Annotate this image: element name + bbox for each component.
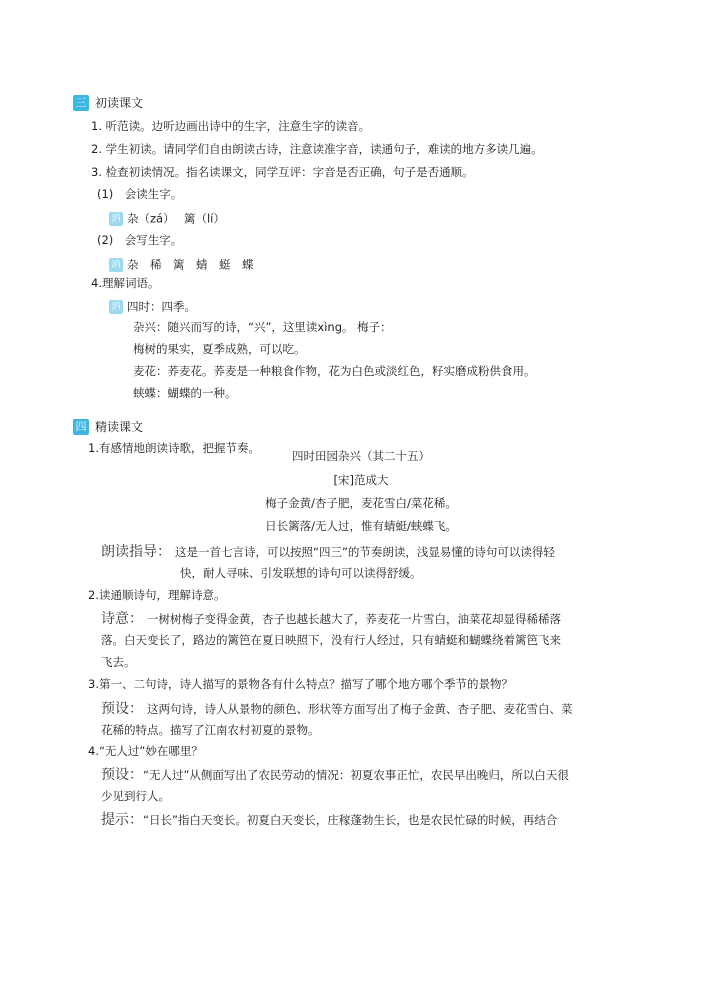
poem-line-2: 日长篱落/无人过，惟有蜻蜓/蛱蝶飞。: [265, 519, 457, 533]
meaning-label: 诗意：: [101, 611, 143, 627]
preset-2-line-1: [101, 768, 569, 782]
vocab-jiadie: 蛱蝶：蝴蝶的一种。: [133, 386, 237, 400]
preset-1-line-1: [101, 702, 573, 716]
sub-step-1: (1) 会读生字。: [97, 187, 183, 201]
sub-step-2: (2) 会写生字。: [97, 233, 183, 247]
meaning-line-2: 落。白天变长了，路边的篱笆在夏日映照下，没有行人经过，只有蜻蜓和蝴蝶绕着篱笆飞来: [101, 633, 561, 647]
step-1: 1. 听范读。边听边画出诗中的生字，注意生字的读音。: [91, 119, 371, 133]
section-title: 初读课文: [95, 96, 144, 110]
study-tag-icon: 汭: [109, 212, 123, 226]
vocab-zaxing: 杂兴：随兴而写的诗，“兴”，这里读xìng。 梅子：: [133, 320, 392, 334]
step-3: 3. 检查初读情况。指名读课文，同学互评：字音是否正确，句子是否通顺。: [91, 165, 474, 179]
preset-label: 预设：: [101, 767, 143, 783]
char-write-row: [109, 258, 254, 272]
preset-2-line-2: 少见到行人。: [101, 789, 170, 803]
char-read-row: [109, 212, 225, 226]
reading-guide-label: 朗读指导：: [101, 544, 171, 560]
meaning-text: 一树树梅子变得金黄，杏子也越长越大了，荞麦花一片雪白，油菜花却显得稀稀落: [147, 612, 561, 626]
meaning-line-3: 飞去。: [101, 655, 136, 669]
step-1: 1.有感情地朗读诗歌，把握节奏。: [88, 441, 260, 455]
meaning-line-1: [101, 612, 561, 626]
step-2: 2. 学生初读。请同学们自由朗读古诗，注意读准字音，读通句子，难读的地方多读几遍。: [91, 142, 543, 156]
step-2: 2.读通顺诗句，理解诗意。: [88, 588, 226, 602]
vocab-sishi: 四时：四季。: [127, 299, 196, 314]
section-3-header: [73, 95, 143, 111]
preset-text: “无人过”从侧面写出了农民劳动的情况：初夏农事正忙，农民早出晚归，所以白天很: [143, 768, 569, 782]
write-chars: 杂 稀 篱 蜻 蜓 蝶: [127, 257, 254, 272]
hint-line-1: [101, 813, 557, 827]
preset-text: 这两句诗，诗人从景物的颜色、形状等方面写出了梅子金黄、杏子肥、麦花雪白、菜: [147, 702, 573, 716]
preset-1-line-2: 花稀的特点。描写了江南农村初夏的景物。: [101, 723, 320, 737]
read-chars: 杂（zá） 篱（lí）: [127, 211, 225, 226]
reading-guide-line-1: [101, 545, 555, 559]
section-number-badge: 三: [73, 95, 89, 111]
hint-text: “日长”指白天变长。初夏白天变长，庄稼蓬勃生长，也是农民忙碌的时候，再结合: [143, 813, 558, 827]
vocab-row-1: [109, 300, 196, 314]
step-3: 3.第一、二句诗，诗人描写的景物各有什么特点？描写了哪个地方哪个季节的景物？: [88, 677, 513, 691]
preset-label: 预设：: [101, 701, 143, 717]
section-4-header: [73, 419, 143, 435]
step-4: 4.“无人过”妙在哪里？: [88, 744, 203, 758]
vocab-meizi: 梅树的果实，夏季成熟，可以吃。: [133, 342, 306, 356]
section-title: 精读课文: [95, 420, 144, 434]
section-number-badge: 四: [73, 419, 89, 435]
poem-author: [宋]范成大: [333, 473, 389, 487]
study-tag-icon: 汭: [109, 300, 123, 314]
study-tag-icon: 汭: [109, 258, 123, 272]
reading-guide-text: 这是一首七言诗，可以按照“四三”的节奏朗读，浅显易懂的诗句可以读得轻: [175, 545, 555, 559]
poem-line-1: 梅子金黄/杏子肥，麦花雪白/菜花稀。: [265, 496, 457, 510]
hint-label: 提示：: [101, 812, 143, 828]
step-4: 4.理解词语。: [91, 276, 160, 290]
reading-guide-line-2: 快，耐人寻味、引发联想的诗句可以读得舒缓。: [180, 566, 422, 580]
poem-title: 四时田园杂兴（其二十五）: [292, 449, 430, 463]
vocab-maihua: 麦花：荞麦花。荞麦是一种粮食作物，花为白色或淡红色，籽实磨成粉供食用。: [133, 364, 536, 378]
